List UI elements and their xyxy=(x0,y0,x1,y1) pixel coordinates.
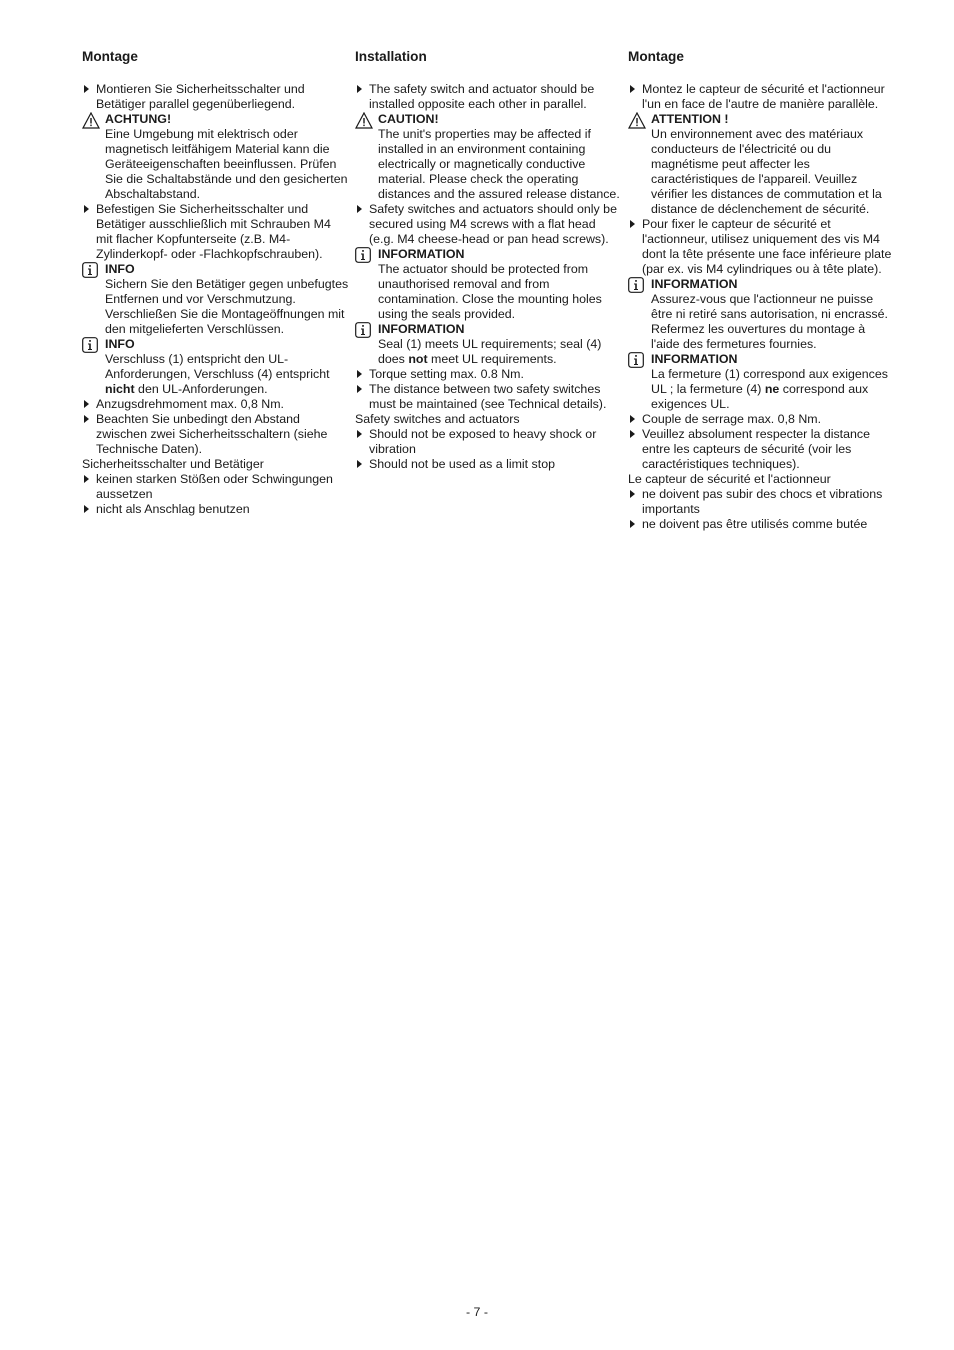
bullet-fr-4: Veuillez absolument respecter la distance entre les capteurs de sécurité (voir les caractéristiques techniques). xyxy=(628,427,896,472)
info-de-2 xyxy=(82,337,350,397)
info-text-fr-1: Assurez-vous que l'actionneur ne puisse être ni retiré sans autorisation, ni encrassé. Refermez les ouvertures du montage à l'aide des fermetures fournies. xyxy=(651,292,888,351)
info-text-en-1: The actuator should be protected from unauthorised removal and from contamination. Close the mounting holes using the seals provided. xyxy=(378,262,602,321)
bullet-de-6: nicht als Anschlag benutzen xyxy=(82,502,350,517)
info-en-2 xyxy=(355,322,623,367)
bullet-en-3: Torque setting max. 0.8 Nm. xyxy=(355,367,623,382)
info-en-1 xyxy=(355,247,623,322)
info-text-en-2a: Seal (1) meets UL requirements; seal (4) does xyxy=(378,337,602,366)
warning-title-fr: ATTENTION ! xyxy=(651,112,729,126)
bullet-en-5: Should not be exposed to heavy shock or vibration xyxy=(355,427,623,457)
bullet-en-6: Should not be used as a limit stop xyxy=(355,457,623,472)
warning-en xyxy=(355,112,623,202)
info-fr-2 xyxy=(628,352,896,412)
warning-triangle-icon xyxy=(628,112,646,129)
warning-triangle-icon xyxy=(82,112,100,129)
info-text-de-1: Sichern Sie den Betätiger gegen unbefugtes Entfernen und vor Verschmutzung. Verschließen Sie die Montageöffnungen mit den mitgelieferten Verschlüssen. xyxy=(105,277,349,336)
warning-fr xyxy=(628,112,896,217)
warning-title-en: CAUTION! xyxy=(378,112,439,126)
bullet-fr-6: ne doivent pas être utilisés comme butée xyxy=(628,517,896,532)
heading-fr: Montage xyxy=(628,49,684,64)
text-fr-plain: Le capteur de sécurité et l'actionneur xyxy=(628,472,831,486)
bullet-en-1: The safety switch and actuator should be installed opposite each other in parallel. xyxy=(355,82,623,112)
warning-triangle-icon xyxy=(355,112,373,129)
info-icon xyxy=(82,262,98,278)
column-french xyxy=(628,48,896,532)
bullet-en-4: The distance between two safety switches must be maintained (see Technical details). xyxy=(355,382,623,412)
bullet-de-1: Montieren Sie Sicherheitsschalter und Betätiger parallel gegenüberliegend. xyxy=(82,82,350,112)
column-english xyxy=(355,48,623,472)
info-text-fr-2c: correspond aux exigences UL. xyxy=(651,382,869,411)
warning-text-de: Eine Umgebung mit elektrisch oder magnetisch leitfähigem Material kann die Geräteeigenschaften beeinflussen. Prüfen Sie die Schaltabstände und den gesicherten Abschaltabstand. xyxy=(105,127,348,201)
info-text-de-2c: den UL-Anforderungen. xyxy=(134,382,268,396)
info-text-de-2a: Verschluss (1) entspricht den UL-Anforderungen, Verschluss (4) entspricht xyxy=(105,352,330,381)
bullet-de-2: Befestigen Sie Sicherheitsschalter und Betätiger ausschließlich mit Schrauben M4 mit flacher Kopfunterseite (z.B. M4-Zylinderkopf- oder -Flachkopfschrauben). xyxy=(82,202,350,262)
info-text-en-2b: not xyxy=(408,352,428,366)
info-title-en-2: INFORMATION xyxy=(378,322,465,336)
info-text-fr-2a: La fermeture (1) correspond aux exigences UL ; la fermeture (4) xyxy=(651,367,888,396)
bullet-de-5: keinen starken Stößen oder Schwingungen aussetzen xyxy=(82,472,350,502)
column-german xyxy=(82,48,350,517)
info-title-en-1: INFORMATION xyxy=(378,247,465,261)
info-icon xyxy=(355,247,371,263)
info-icon xyxy=(628,352,644,368)
bullet-fr-5: ne doivent pas subir des chocs et vibrations importants xyxy=(628,487,896,517)
bullet-de-3: Anzugsdrehmoment max. 0,8 Nm. xyxy=(82,397,350,412)
info-icon xyxy=(82,337,98,353)
info-title-de-1: INFO xyxy=(105,262,135,276)
page-number: - 7 - xyxy=(465,1305,489,1319)
bullet-fr-3: Couple de serrage max. 0,8 Nm. xyxy=(628,412,896,427)
warning-text-fr: Un environnement avec des matériaux conducteurs de l'électricité ou du magnétisme peut affecter les caractéristiques de l'appareil. Veuillez vérifier les distances de commutation et la distance de déclenchement de sécurité. xyxy=(651,127,882,216)
info-title-fr-2: INFORMATION xyxy=(651,352,738,366)
info-text-fr-2b: ne xyxy=(764,382,780,396)
info-text-de-2b: nicht xyxy=(105,382,135,396)
heading-de: Montage xyxy=(82,49,138,64)
heading-en: Installation xyxy=(355,49,427,64)
bullet-de-4: Beachten Sie unbedingt den Abstand zwischen zwei Sicherheitsschaltern (siehe Technische Daten). xyxy=(82,412,350,457)
info-title-de-2: INFO xyxy=(105,337,135,351)
warning-title-de: ACHTUNG! xyxy=(105,112,172,126)
bullet-fr-2: Pour fixer le capteur de sécurité et l'actionneur, utilisez uniquement des vis M4 dont la tête présente une face inférieure plate (par ex. vis M4 cylindriques ou à tête plate). xyxy=(628,217,896,277)
bullet-fr-1: Montez le capteur de sécurité et l'actionneur l'un en face de l'autre de manière parallèle. xyxy=(628,82,896,112)
bullet-en-2: Safety switches and actuators should only be secured using M4 screws with a flat head (e.g. M4 cheese-head or pan head screws). xyxy=(355,202,623,247)
info-title-fr-1: INFORMATION xyxy=(651,277,738,291)
info-icon xyxy=(628,277,644,293)
info-de-1 xyxy=(82,262,350,337)
info-icon xyxy=(355,322,371,338)
text-en-plain: Safety switches and actuators xyxy=(355,412,520,426)
info-fr-1 xyxy=(628,277,896,352)
warning-de xyxy=(82,112,350,202)
text-de-plain: Sicherheitsschalter und Betätiger xyxy=(82,457,264,471)
warning-text-en: The unit's properties may be affected if installed in an environment containing electrically or magnetically conductive material. Please check the operating distances and the assured release distance. xyxy=(378,127,620,201)
info-text-en-2c: meet UL requirements. xyxy=(427,352,557,366)
